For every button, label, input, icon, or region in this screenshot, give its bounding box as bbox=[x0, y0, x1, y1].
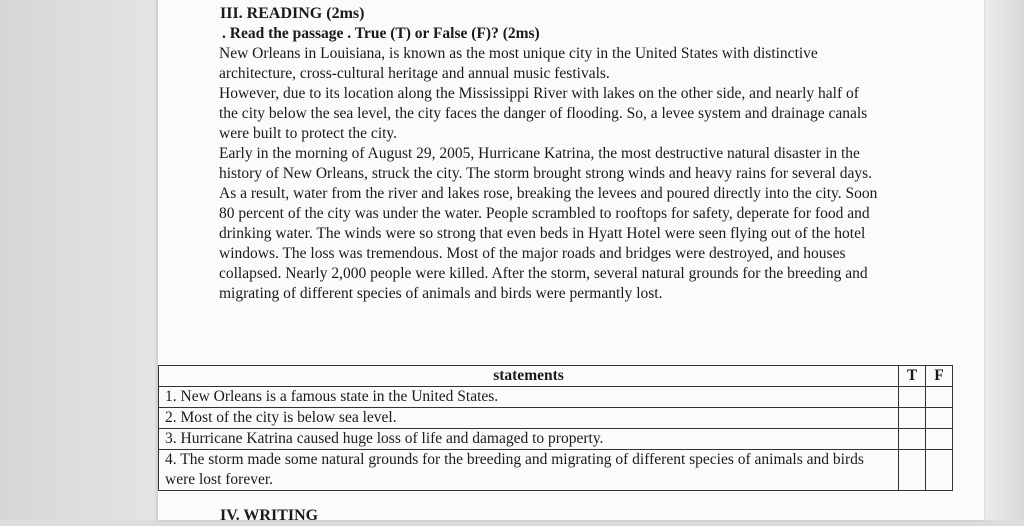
statement-cell: 4. The storm made some natural grounds for the breeding and migrating of different species of animals and birds were lost forever. bbox=[159, 450, 899, 491]
instruction: . Read the passage . True (T) or False (F)? (2ms) bbox=[222, 25, 540, 42]
document-page bbox=[158, 0, 984, 524]
false-answer-cell[interactable] bbox=[926, 408, 953, 429]
statements-header: statements bbox=[159, 366, 899, 387]
statement-cell: 3. Hurricane Katrina caused huge loss of life and damaged to property. bbox=[159, 429, 899, 450]
true-answer-cell[interactable] bbox=[899, 387, 926, 408]
true-answer-cell[interactable] bbox=[899, 450, 926, 491]
paragraph: However, due to its location along the Mississippi River with lakes on the other side, and nearly half of the city below the sea level, the city faces the danger of flooding. So, a levee system and drainage canals were built to protect the city. bbox=[219, 85, 868, 142]
table-header-row bbox=[159, 366, 953, 387]
reading-passage bbox=[219, 44, 879, 304]
true-header: T bbox=[899, 366, 926, 387]
statement-cell: 2. Most of the city is below sea level. bbox=[159, 408, 899, 429]
table-row bbox=[159, 429, 953, 450]
paragraph: Early in the morning of August 29, 2005, Hurricane Katrina, the most destructive natural disaster in the history of New Orleans, struck the city. The storm brought strong winds and heavy rains for several days. As a result, water from the river and lakes rose, breaking the levees and poured directly into the city. Soon 80 percent of the city was under the water. People scrambled to rooftops for safety, deperate for food and drinking water. The winds were so strong that even beds in Hyatt Hotel were seen flying out of the hotel windows. The loss was tremendous. Most of the major roads and bridges were destroyed, and houses collapsed. Nearly 2,000 people were killed. After the storm, several natural grounds for the breeding and migrating of different species of animals and birds were permantly lost. bbox=[219, 145, 878, 302]
background-left bbox=[0, 0, 155, 520]
false-answer-cell[interactable] bbox=[926, 450, 953, 491]
true-false-table bbox=[158, 365, 953, 491]
table-row bbox=[159, 387, 953, 408]
table-row bbox=[159, 450, 953, 491]
next-section-heading: IV. WRITING bbox=[220, 507, 319, 524]
paragraph: New Orleans in Louisiana, is known as the most unique city in the United States with distinctive architecture, cross-cultural heritage and annual music festivals. bbox=[219, 45, 818, 82]
section-heading: III. READING (2ms) bbox=[220, 5, 365, 22]
statement-cell: 1. New Orleans is a famous state in the United States. bbox=[159, 387, 899, 408]
table-row bbox=[159, 408, 953, 429]
false-answer-cell[interactable] bbox=[926, 429, 953, 450]
false-answer-cell[interactable] bbox=[926, 387, 953, 408]
true-answer-cell[interactable] bbox=[899, 429, 926, 450]
false-header: F bbox=[926, 366, 953, 387]
true-answer-cell[interactable] bbox=[899, 408, 926, 429]
background-right bbox=[984, 0, 1024, 520]
